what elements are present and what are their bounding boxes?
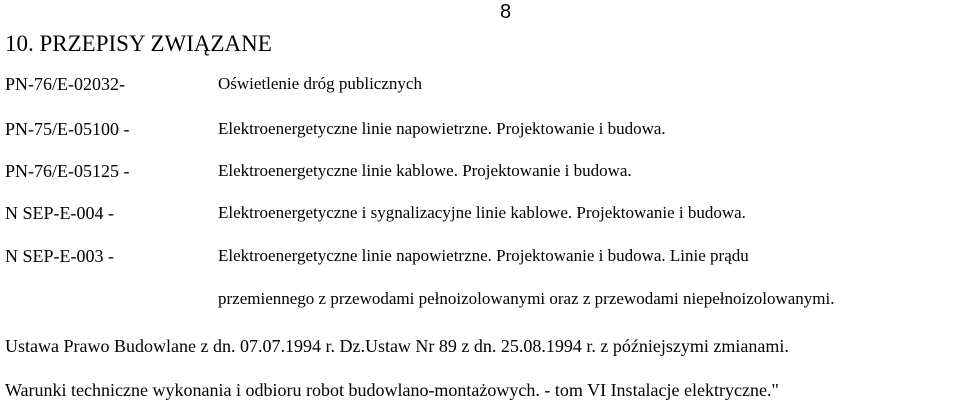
standard-code: PN-76/E-05125 - — [5, 161, 130, 181]
standard-title: Elektroenergetyczne i sygnalizacyjne linie kablowe. Projektowanie i budowa. — [218, 203, 746, 222]
regulation-line: Warunki techniczne wykonania i odbioru robot budowlano-montażowych. - tom VI Instalacje elektryczne." — [5, 380, 779, 400]
standard-title: Elektroenergetyczne linie napowietrzne. Projektowanie i budowa. Linie prądu — [218, 246, 749, 265]
standard-code: PN-76/E-02032- — [5, 74, 125, 94]
standard-title: Elektroenergetyczne linie kablowe. Projektowanie i budowa. — [218, 161, 632, 180]
standard-code: N SEP-E-004 - — [5, 203, 114, 223]
regulation-line: Ustawa Prawo Budowlane z dn. 07.07.1994 r. Dz.Ustaw Nr 89 z dn. 25.08.1994 r. z późniejszymi zmianami. — [5, 336, 789, 356]
standard-code: N SEP-E-003 - — [5, 246, 114, 266]
standard-title: Oświetlenie dróg publicznych — [218, 74, 422, 93]
standard-title: Elektroenergetyczne linie napowietrzne. Projektowanie i budowa. — [218, 119, 666, 138]
standard-title-continuation: przemiennego z przewodami pełnoizolowanymi oraz z przewodami niepełnoizolowanymi. — [218, 289, 835, 308]
standard-code: PN-75/E-05100 - — [5, 119, 130, 139]
section-heading: 10. PRZEPISY ZWIĄZANE — [5, 31, 272, 56]
page-number: 8 — [500, 1, 512, 23]
